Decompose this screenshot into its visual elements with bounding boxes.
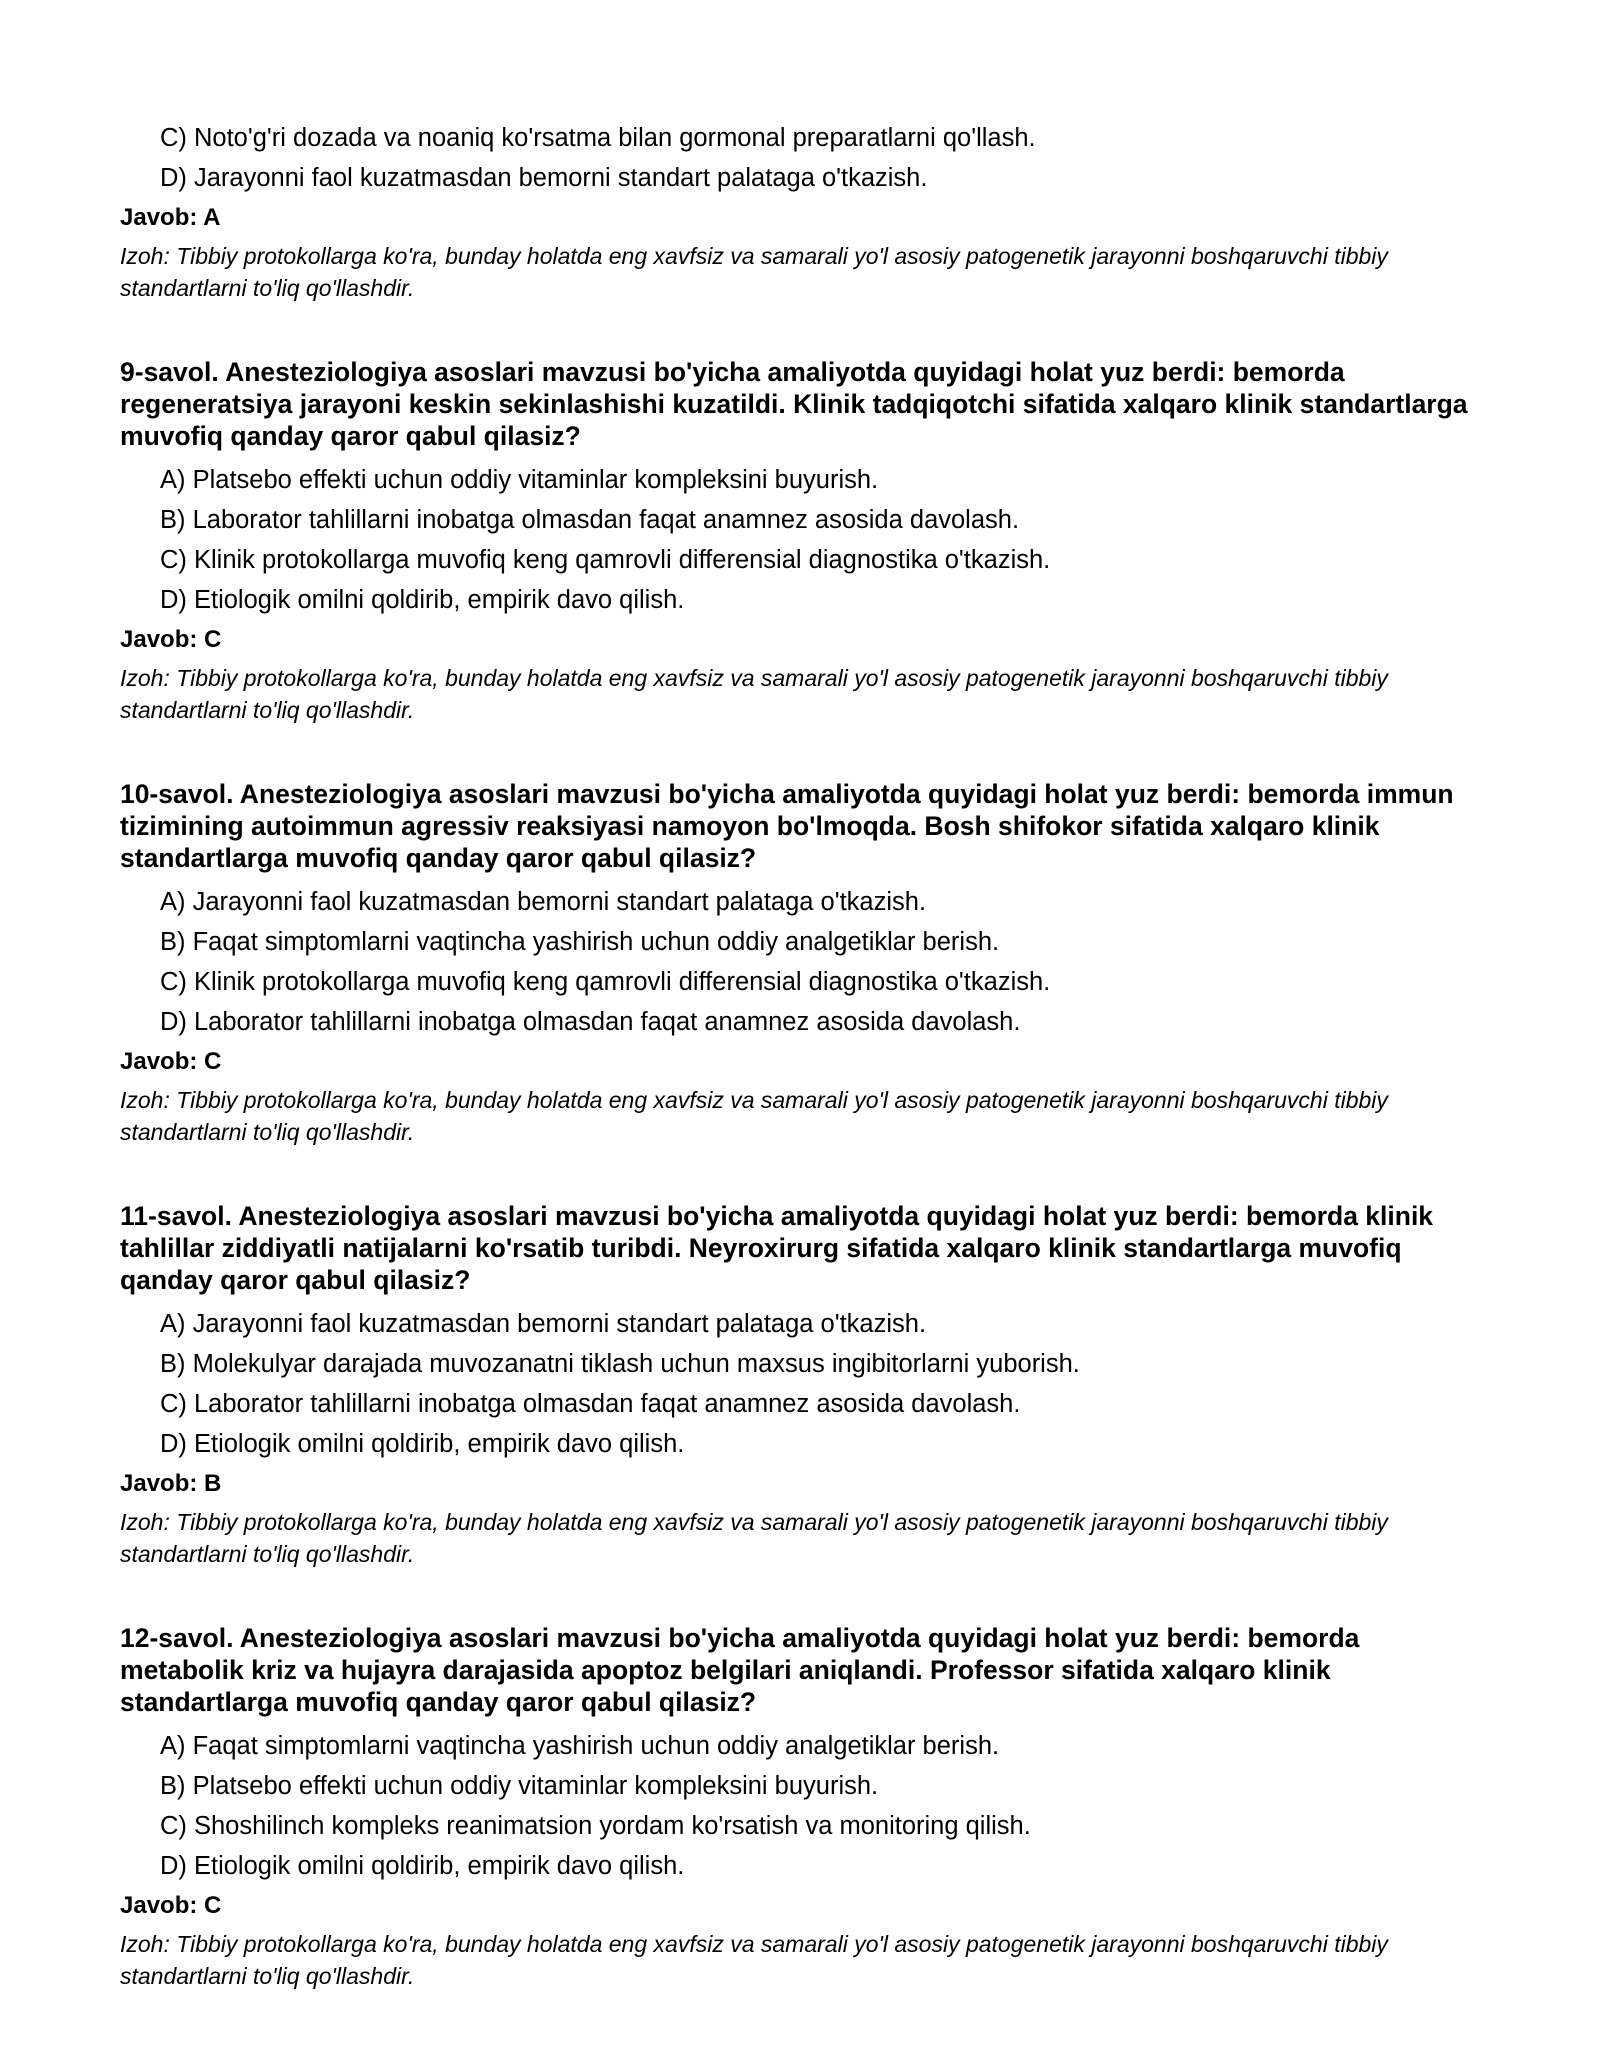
- question-9: [120, 356, 1480, 726]
- question-text: 10-savol. Anesteziologiya asoslari mavzusi bo'yicha amaliyotda quyidagi holat yuz berdi: bemorda immun tizimining autoimmun agressiv reaksiyasi namoyon bo'lmoqda. Bosh shifokor sifatida xalqaro klinik standartlarga muvofiq qanday qaror qabul qilasiz?: [120, 779, 1454, 873]
- explanation-note: Izoh: Tibbiy protokollarga ko'ra, bunday holatda eng xavfsiz va samarali yo'l asosiy patogenetik jarayonni boshqaruvchi tibbiy standartlarni to'liq qo'llashdir.: [120, 1509, 1388, 1567]
- option-c: C) Shoshilinch kompleks reanimatsion yordam ko'rsatish va monitoring qilish.: [160, 1812, 1031, 1840]
- question-text: 9-savol. Anesteziologiya asoslari mavzusi bo'yicha amaliyotda quyidagi holat yuz berdi: bemorda regeneratsiya jarayoni keskin sekinlashishi kuzatildi. Klinik tadqiqotchi sifatida xalqaro klinik standartlarga muvofiq qanday qaror qabul qilasiz?: [120, 357, 1468, 451]
- explanation-note: Izoh: Tibbiy protokollarga ko'ra, bunday holatda eng xavfsiz va samarali yo'l asosiy patogenetik jarayonni boshqaruvchi tibbiy standartlarni to'liq qo'llashdir.: [120, 1931, 1388, 1989]
- option-c: C) Laborator tahlillarni inobatga olmasdan faqat anamnez asosida davolash.: [160, 1390, 1021, 1418]
- question-text: 11-savol. Anesteziologiya asoslari mavzusi bo'yicha amaliyotda quyidagi holat yuz berdi: bemorda klinik tahlillar ziddiyatli natijalarni ko'rsatib turibdi. Neyroxirurg sifatida xalqaro klinik standartlarga muvofiq qanday qaror qabul qilasiz?: [120, 1201, 1434, 1295]
- option-c: C) Noto'g'ri dozada va noaniq ko'rsatma bilan gormonal preparatlarni qo'llash.: [160, 124, 1036, 152]
- option-a: A) Platsebo effekti uchun oddiy vitaminlar kompleksini buyurish.: [160, 466, 879, 494]
- answer-label: Javob: C: [120, 1048, 222, 1075]
- explanation-note: Izoh: Tibbiy protokollarga ko'ra, bunday holatda eng xavfsiz va samarali yo'l asosiy patogenetik jarayonni boshqaruvchi tibbiy standartlarni to'liq qo'llashdir.: [120, 243, 1388, 301]
- option-a: A) Jarayonni faol kuzatmasdan bemorni standart palataga o'tkazish.: [160, 1310, 927, 1338]
- answer-label: Javob: A: [120, 204, 221, 231]
- option-d: D) Laborator tahlillarni inobatga olmasdan faqat anamnez asosida davolash.: [160, 1008, 1021, 1036]
- answer-label: Javob: C: [120, 1892, 222, 1919]
- option-c: C) Klinik protokollarga muvofiq keng qamrovli differensial diagnostika o'tkazish.: [160, 968, 1051, 996]
- option-a: A) Jarayonni faol kuzatmasdan bemorni standart palataga o'tkazish.: [160, 888, 927, 916]
- option-d: D) Etiologik omilni qoldirib, empirik davo qilish.: [160, 1430, 685, 1458]
- question-11: [120, 1200, 1480, 1570]
- answer-label: Javob: C: [120, 626, 222, 653]
- option-b: B) Molekulyar darajada muvozanatni tiklash uchun maxsus ingibitorlarni yuborish.: [160, 1350, 1080, 1378]
- option-d: D) Jarayonni faol kuzatmasdan bemorni standart palataga o'tkazish.: [160, 164, 928, 192]
- question-12: [120, 1622, 1480, 1992]
- option-b: B) Faqat simptomlarni vaqtincha yashirish uchun oddiy analgetiklar berish.: [160, 928, 1000, 956]
- explanation-note: Izoh: Tibbiy protokollarga ko'ra, bunday holatda eng xavfsiz va samarali yo'l asosiy patogenetik jarayonni boshqaruvchi tibbiy standartlarni to'liq qo'llashdir.: [120, 1087, 1388, 1145]
- option-d: D) Etiologik omilni qoldirib, empirik davo qilish.: [160, 586, 685, 614]
- option-c: C) Klinik protokollarga muvofiq keng qamrovli differensial diagnostika o'tkazish.: [160, 546, 1051, 574]
- option-b: B) Platsebo effekti uchun oddiy vitaminlar kompleksini buyurish.: [160, 1772, 879, 1800]
- question-10: [120, 778, 1480, 1148]
- answer-label: Javob: B: [120, 1470, 222, 1497]
- option-a: A) Faqat simptomlarni vaqtincha yashirish uchun oddiy analgetiklar berish.: [160, 1732, 1000, 1760]
- option-d: D) Etiologik omilni qoldirib, empirik davo qilish.: [160, 1852, 685, 1880]
- explanation-note: Izoh: Tibbiy protokollarga ko'ra, bunday holatda eng xavfsiz va samarali yo'l asosiy patogenetik jarayonni boshqaruvchi tibbiy standartlarni to'liq qo'llashdir.: [120, 665, 1388, 723]
- option-b: B) Laborator tahlillarni inobatga olmasdan faqat anamnez asosida davolash.: [160, 506, 1020, 534]
- question-8-tail: [120, 118, 1480, 304]
- question-text: 12-savol. Anesteziologiya asoslari mavzusi bo'yicha amaliyotda quyidagi holat yuz berdi: bemorda metabolik kriz va hujayra darajasida apoptoz belgilari aniqlandi. Professor sifatida xalqaro klinik standartlarga muvofiq qanday qaror qabul qilasiz?: [120, 1623, 1360, 1717]
